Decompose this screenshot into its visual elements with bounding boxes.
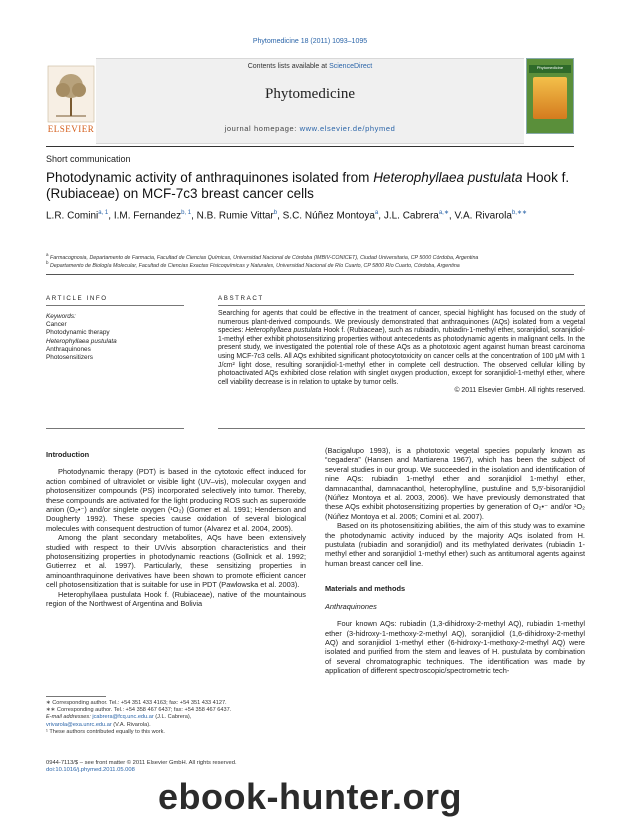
methods-heading: Materials and methods xyxy=(325,584,406,594)
cover-illustration xyxy=(533,77,567,119)
affiliation-sup: b xyxy=(46,260,49,265)
abstract-copyright: © 2011 Elsevier GmbH. All rights reserved. xyxy=(454,387,585,395)
author[interactable]: L.R. Comini xyxy=(46,210,99,222)
body-left-column xyxy=(46,450,306,609)
body-paragraph: Based on its photosensitizing abilities, the aim of this study was to examine the photodynamic activity induced by the majority AQs isolated from H. pustulata (rubiadin and soranjidiol) and its methylated derivates (rubiadin 1-methyl ether and soranjidiol 1-methyl ether) such as antitumoral agents against human breast cancer cell line. xyxy=(325,521,585,568)
author-affil-sup[interactable]: a, 1 xyxy=(98,210,109,216)
affiliation xyxy=(46,259,586,270)
journal-reference[interactable]: Phytomedicine 18 (2011) 1093–1095 xyxy=(252,38,368,45)
body-paragraph: Photodynamic therapy (PDT) is based in the cytotoxic effect induced for action combined of ultraviolet or visible light (UV–vis), molecular oxygen and photosensitizer compounds (PS) incorporated selectively into tumor. Thereby, these compounds are activated for the light producing ROS such as superoxide anion (O₂•⁻) and/or singlete oxygen (¹O₂) (Gomer et al. 1991; Henderson and Dougherty 1992). These species cause oxidation of several biological molecules with consequent destruction of tumor (Alvarez et al. 2004, 2005). xyxy=(46,467,306,533)
keyword: Heterophyllaea pustulata xyxy=(46,337,117,345)
author-affil-sup[interactable]: b xyxy=(273,210,278,216)
keyword: Photodynamic therapy xyxy=(46,329,110,337)
keyword: Cancer xyxy=(46,321,67,329)
footnote-equal-contribution: ¹ These authors contributed equally to this work. xyxy=(46,728,165,735)
author-affil-sup[interactable]: a,∗ xyxy=(438,210,449,216)
body-paragraph: Heterophyllaea pustulata Hook f. (Rubiaceae), native of the mountainous region of the Northwest of Argentina and Bolivia xyxy=(46,589,306,609)
journal-title: Phytomedicine xyxy=(265,86,355,102)
introduction-heading: Introduction xyxy=(46,450,90,459)
article-info-bottom-rule xyxy=(46,428,184,429)
author-affil-sup[interactable]: b, 1 xyxy=(181,210,192,216)
email-link[interactable]: vrivarola@exa.unrc.edu.ar xyxy=(46,721,112,728)
affiliation-sup: a xyxy=(46,252,49,257)
body-paragraph: Among the plant secondary metabolites, AQs have been extensively studied with respect to their UV/vis absorption characteristics and their photosensitizing properties in photodynamic reactions (Gollnick et al. 1992; Gutierrez et al. 1997). Particularly, these sensitizing properties in aminoanthraquinone derivatives have been shown to promote efficient cancer cell photosensitization that is suitable for use in PDT (Pawlowska et al. 2003). xyxy=(46,533,306,590)
keywords-label: Keywords: xyxy=(46,313,76,320)
footnote-emails xyxy=(46,714,306,721)
author[interactable]: V.A. Rivarola xyxy=(454,210,512,222)
author-list: L.R. Comini$^{a, 1}$, I.M. Fernandez$^{b, 1}$, N.B. Rumie Vittar$^b$, S.C. Núñez Montoya$^a$, J.L. Cabrera$^{a,∗}$, V.A. Rivarola$^{b,∗∗}$ xyxy=(46,210,527,222)
watermark-text: ebook-hunter.org xyxy=(158,776,462,817)
author-affil-sup[interactable]: a xyxy=(374,210,379,216)
abstract-species: Heterophyllaea pustulata xyxy=(245,327,322,335)
keyword: Anthraquinones xyxy=(46,345,91,353)
abstract-body xyxy=(218,310,585,396)
footnote-corresponding-2: ∗∗ Corresponding author. Tel.: +54 358 467 6437; fax: +54 358 467 6437. xyxy=(46,707,232,714)
doi-link[interactable]: doi:10.1016/j.phymed.2011.05.008 xyxy=(46,767,135,774)
journal-homepage xyxy=(96,124,524,133)
body-right-column xyxy=(325,446,585,676)
article-type: Short communication xyxy=(46,154,131,164)
header-divider xyxy=(46,146,574,147)
issn-block xyxy=(46,760,306,775)
title-part-1: Photodynamic activity of anthraquinones isolated from xyxy=(46,170,374,185)
abstract-rule xyxy=(218,305,585,306)
email-label: E-mail addresses: xyxy=(46,714,91,721)
cover-title: Phytomedicine xyxy=(529,65,571,73)
article-title xyxy=(46,170,586,202)
homepage-link[interactable]: www.elsevier.de/phymed xyxy=(299,124,396,133)
journal-cover-image xyxy=(526,58,574,134)
keywords-block xyxy=(46,313,184,362)
journal-header xyxy=(46,58,574,142)
email-owner: (V.A. Rivarola). xyxy=(111,721,151,728)
email-owner: (J.L. Cabrera), xyxy=(153,714,192,721)
anthraquinones-subheading: Anthraquinones xyxy=(325,601,377,611)
body-paragraph: (Bacigalupo 1993), is a phototoxic vegetal species popularly known as “cegadera” (Hansen and Martiarena 1967), which has been the subject of several studies in our group. We succeeded in the isolation and identification of nine AQs: rubiadin 1-methyl ether and soranjidiol 1-methyl ether, damnacanthal, damnacanthol, heterophylline, pustuline and 5,5′-bisoranjidiol (Núñez Montoya et al. 2003, 2006). We have previously demonstrated that these AQs exhibit photosensitizing properties by generation of O₂•⁻ and/or ¹O₂ (Núñez Montoya et al. 2005; Comini et al. 2007). xyxy=(325,446,585,521)
author[interactable]: N.B. Rumie Vittar xyxy=(196,210,274,222)
author[interactable]: I.M. Fernandez xyxy=(113,210,182,222)
abstract-text: Searching for agents that could be effective in the treatment of cancer, special highlight has focused on the study of numerous plant-derived compounds. We previously demonstrated that anthraquinones (AQs) isolated from a vegetal species: xyxy=(218,310,585,335)
section-divider xyxy=(46,274,574,275)
footnote-rule xyxy=(46,696,106,697)
article-info-heading: ARTICLE INFO xyxy=(46,295,108,302)
abstract-heading: ABSTRACT xyxy=(218,295,264,302)
sciencedirect-link[interactable]: ScienceDirect xyxy=(329,63,373,70)
publisher-logo-text: ELSEVIER xyxy=(47,124,95,134)
affiliation-text: Departamento de Biología Molecular, Facultad de Ciencias Exactas Fisicoquímicas y Naturales, Universidad Nacional de Río Cuarto, CP 5800 Río Cuarto, Córdoba, Argentina xyxy=(50,262,460,269)
email-link[interactable]: jcabrera@fcq.unc.edu.ar xyxy=(92,714,154,721)
footnote-corresponding-1: ∗ Corresponding author. Tel.: +54 351 433 4163; fax: +54 351 433 4127. xyxy=(46,700,227,706)
author-affil-sup[interactable]: b,∗∗ xyxy=(511,210,527,216)
abstract-text: Hook f. (Rubiaceae), such as rubiadin, rubiadin-1-methyl ether, soranjidiol, soranjidiol-1-methyl ether exhibit photosensitizing properties without antecedents as photodynamic agents in malignant cells. In the present study, we investigated the potential role of these AQs as a phototoxic agent against human breast carcinoma using MCF-7c3 cells. All AQs exhibited significant photocytotoxicity on cancer cells at the concentration of 100 μM with 1 J/cm² light dose, resulting soranjidiol-1-methyl ether in complete cell destruction. The observed cellular killing by photoactivated AQs exhibited close relation with singlet oxygen production, except for soranjidiol-1-methyl ether, where cell viability decrease is in relation to uptake by tumor cells. xyxy=(218,327,585,386)
contents-prefix: Contents lists available at xyxy=(247,63,330,70)
article-info-rule xyxy=(46,305,184,306)
contents-line xyxy=(96,63,524,70)
issn-line: 0944-7113/$ – see front matter © 2011 Elsevier GmbH. All rights reserved. xyxy=(46,760,237,766)
body-paragraph: Four known AQs: rubiadin (1,3-dihidroxy-2-methyl AQ), rubiadin 1-methyl ether (3-hidroxy-1-methoxy-2-methyl AQ), soranjidiol (1,6-dihidroxy-2-methyl AQ) and soranjidiol 1-methyl ether (6-hidroxy-1-methoxy-2-methyl AQ) were isolated and purified from the stem and leaves of H. pustulata by combination of several chromatographic techniques. The identification was made by application of different spectroscopic/spectrometric tech- xyxy=(325,619,585,676)
title-part-3: Hook f. (Rubiaceae) on MCF-7c3 breast cancer cells xyxy=(46,170,570,201)
abstract-bottom-rule xyxy=(218,428,585,429)
homepage-prefix: journal homepage: xyxy=(224,124,300,133)
affiliation-text: Farmacognosia, Departamento de Farmacia, Facultad de Ciencias Químicas, Universidad Nacional de Córdoba (IMBIV-CONICET), Ciudad Universitaria, CP 5000 Córdoba, Argentina xyxy=(50,254,479,261)
keyword: Photosensitizers xyxy=(46,354,93,362)
footnotes xyxy=(46,700,306,736)
author[interactable]: J.L. Cabrera xyxy=(383,210,439,222)
title-species: Heterophyllaea pustulata xyxy=(373,170,523,185)
footnote-emails-2 xyxy=(46,722,306,729)
author[interactable]: S.C. Núñez Montoya xyxy=(282,210,375,222)
